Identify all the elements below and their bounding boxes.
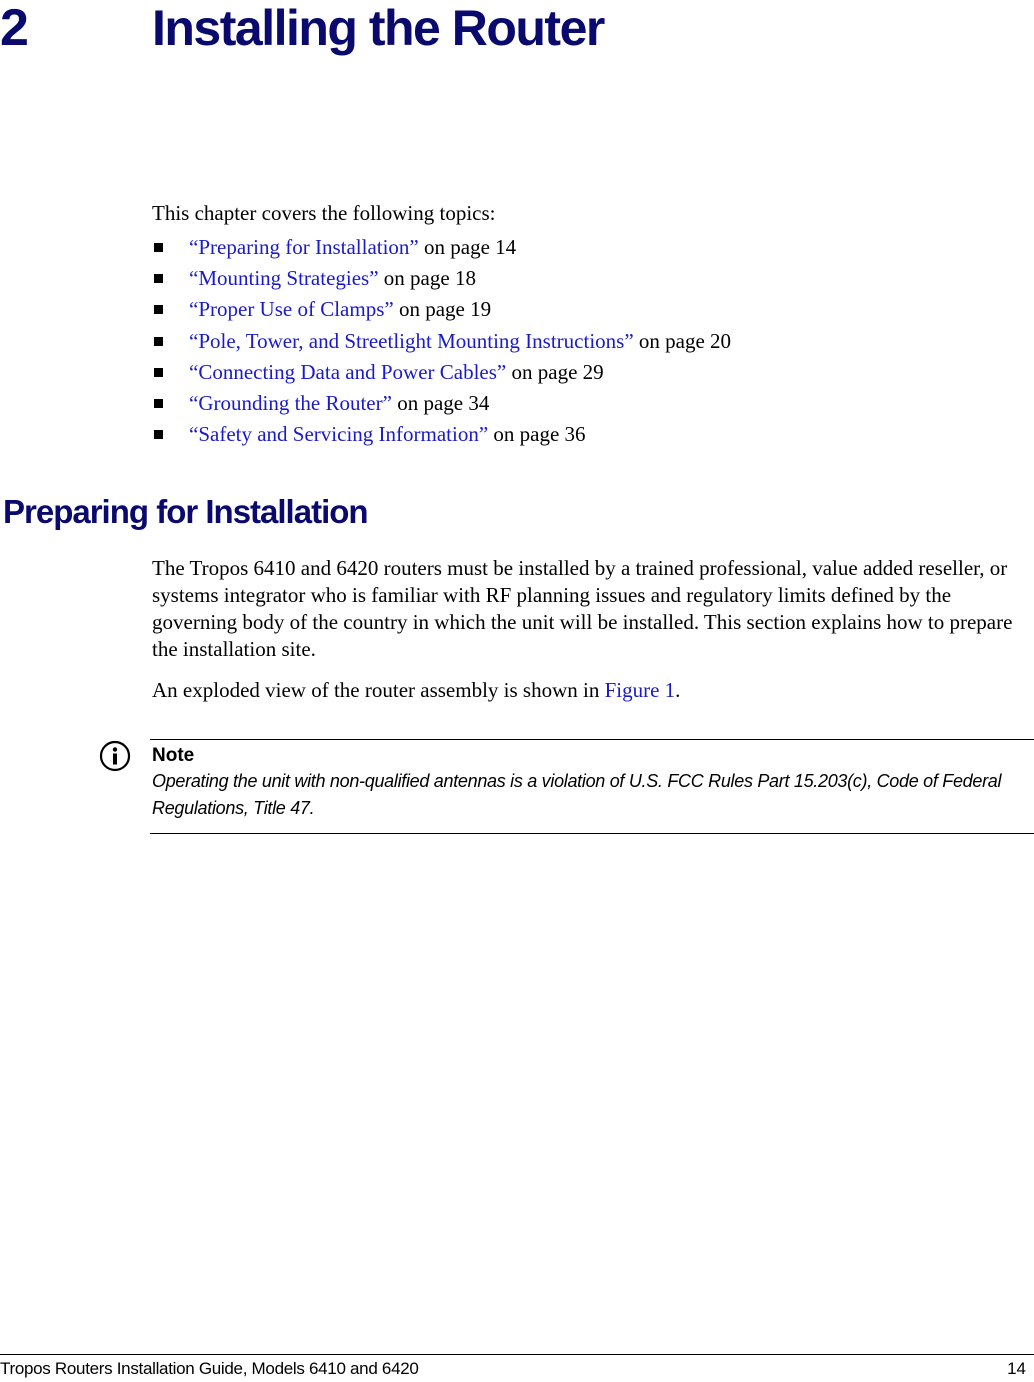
topic-page-ref: on page 19 [393,297,492,322]
list-item [152,358,731,389]
chapter-number: 2 [0,0,28,57]
topic-link-safety[interactable]: “Safety and Servicing Information” [189,422,489,447]
intro-text: This chapter covers the following topics: [152,201,496,225]
topic-page-ref: on page 18 [378,266,476,291]
note-divider-top [150,739,1034,740]
section-paragraph: The Tropos 6410 and 6420 routers must be installed by a trained professional, value added reseller, or systems integrator who is familiar with RF planning issues and regulatory limits defined by the governing body of the country in which the unit will be installed. This section explains how to prepare the installation site. [152,556,1013,661]
bullet-icon [154,368,163,377]
topic-link-mounting[interactable]: “Mounting Strategies” [189,266,379,291]
list-item [152,420,731,451]
topic-page-ref: on page 36 [488,422,586,447]
note-body: Operating the unit with non-qualified antennas is a violation of U.S. FCC Rules Part 15.203(c), Code of Federal Regulations, Title 47. [152,771,1002,818]
note-title: Note [152,745,195,766]
topic-page-ref: on page 29 [506,359,604,384]
topic-list [152,233,731,451]
topic-page-ref: on page 34 [391,390,490,415]
paragraph-text: An exploded view of the router assembly is shown in [152,678,605,702]
bullet-icon [154,430,163,439]
page-number: 14 [1007,1359,1026,1378]
topic-link-clamps[interactable]: “Proper Use of Clamps” [189,297,394,322]
list-item [152,295,731,326]
list-item [152,327,731,358]
list-item [152,233,731,264]
list-item [152,389,731,420]
topic-page-ref: on page 20 [633,328,732,353]
bullet-icon [154,399,163,408]
paragraph-text-end: . [675,678,681,702]
note-divider-bottom [150,833,1034,834]
topic-page-ref: on page 14 [418,235,517,259]
chapter-header [0,0,1034,60]
topic-link-grounding[interactable]: “Grounding the Router” [189,390,392,415]
bullet-icon [154,337,163,346]
figure-1-link[interactable]: Figure 1 [604,678,676,702]
figure-reference-paragraph [152,677,680,704]
section-heading: Preparing for Installation [3,493,368,530]
bullet-icon [154,274,163,283]
topic-link-pole-tower[interactable]: “Pole, Tower, and Streetlight Mounting Instructions” [189,328,634,353]
info-icon [99,740,131,772]
footer-document-title: Tropos Routers Installation Guide, Models 6410 and 6420 [0,1359,419,1378]
footer-divider [0,1354,1034,1355]
list-item [152,264,731,295]
topic-link-preparing[interactable]: “Preparing for Installation” [189,235,419,259]
bullet-icon [154,305,163,314]
chapter-title: Installing the Router [152,0,604,56]
bullet-icon [154,243,163,252]
topic-link-cables[interactable]: “Connecting Data and Power Cables” [189,359,507,384]
